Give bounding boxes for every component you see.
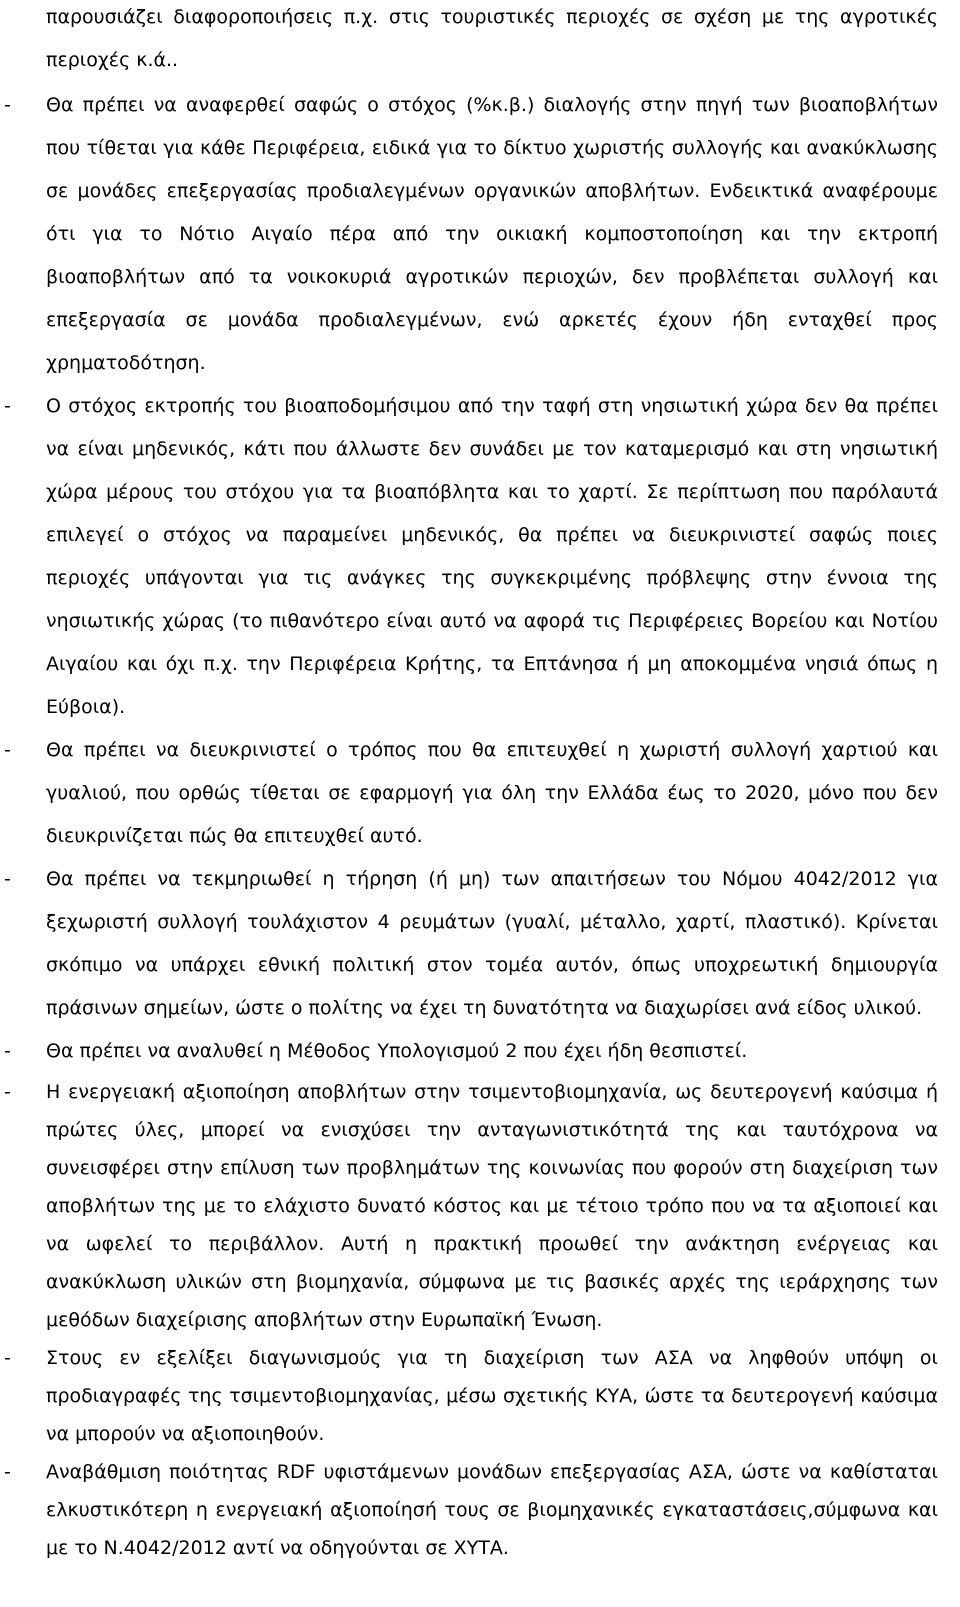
bullet-dash: - — [4, 94, 11, 116]
bullet-item-7 — [0, 1339, 960, 1453]
intro-paragraph — [0, 0, 960, 82]
bullet-text-3: Θα πρέπει να διευκρινιστεί ο τρόπος που θα επιτευχθεί η χωριστή συλλογή χαρτιού και γυαλιού, που ορθώς τίθεται σε εφαρμογή για όλη την Ελλάδα έως το 2020, μόνο που δεν διευκρινίζεται πώς θα επιτευχθεί αυτό. — [46, 739, 938, 847]
bullet-item-2 — [0, 385, 960, 729]
bullet-dash: - — [4, 395, 11, 417]
bullet-item-3 — [0, 729, 960, 858]
bullet-item-8 — [0, 1453, 960, 1567]
intro-text: παρουσιάζει διαφοροποιήσεις π.χ. στις τουριστικές περιοχές σε σχέση με της αγροτικές περιοχές κ.ά.. — [46, 6, 938, 71]
bullet-dash: - — [4, 1081, 11, 1103]
bullet-dash: - — [4, 1347, 11, 1369]
bullet-item-1 — [0, 84, 960, 385]
bullet-text-2: Ο στόχος εκτροπής του βιοαποδομήσιμου από την ταφή στη νησιωτική χώρα δεν θα πρέπει να είναι μηδενικός, κάτι που άλλωστε δεν συνάδει με τον καταμερισμό και στη νησιωτική χώρα μέρους του στόχου για τα βιοαπόβλητα και το χαρτί. Σε περίπτωση που παρόλαυτά επιλεγεί ο στόχος να παραμείνει μηδενικός, θα πρέπει να διευκρινιστεί σαφώς ποιες περιοχές υπάγονται για τις ανάγκες της συγκεκριμένης πρόβλεψης στην έννοια της νησιωτικής χώρας (το πιθανότερο είναι αυτό να αφορά τις Περιφέρειες Βορείου και Νοτίου Αιγαίου και όχι π.χ. την Περιφέρεια Κρήτης, τα Επτάνησα ή μη αποκομμένα νησιά όπως η Εύβοια). — [46, 395, 938, 718]
bullet-item-6 — [0, 1073, 960, 1339]
bullet-text-5: Θα πρέπει να αναλυθεί η Μέθοδος Υπολογισμού 2 που έχει ήδη θεσπιστεί. — [46, 1040, 748, 1062]
bullet-item-5 — [0, 1030, 960, 1073]
bullet-text-7: Στους εν εξελίξει διαγωνισμούς για τη διαχείριση των ΑΣΑ να ληφθούν υπόψη οι προδιαγραφές της τσιμεντοβιομηχανίας, μέσω σχετικής ΚΥΑ, ώστε τα δευτερογενή καύσιμα να μπορούν να αξιοποιηθούν. — [46, 1347, 938, 1445]
bullet-dash: - — [4, 1461, 11, 1483]
bullet-text-8: Αναβάθμιση ποιότητας RDF υφιστάμενων μονάδων επεξεργασίας ΑΣΑ, ώστε να καθίσταται ελκυστικότερη η ενεργειακή αξιοποίησή τους σε βιομηχανικές εγκαταστάσεις,σύμφωνα και με το Ν.4042/2012 αντί να οδηγούνται σε ΧΥΤΑ. — [46, 1461, 938, 1559]
bullet-dash: - — [4, 868, 11, 890]
bullet-item-4 — [0, 858, 960, 1030]
bullet-text-1: Θα πρέπει να αναφερθεί σαφώς ο στόχος (%κ.β.) διαλογής στην πηγή των βιοαποβλήτων που τίθεται για κάθε Περιφέρεια, ειδικά για το δίκτυο χωριστής συλλογής και ανακύκλωσης σε μονάδες επεξεργασίας προδιαλεγμένων οργανικών αποβλήτων. Ενδεικτικά αναφέρουμε ότι για το Νότιο Αιγαίο πέρα από την οικιακή κομποστοποίηση και την εκτροπή βιοαποβλήτων από τα νοικοκυριά αγροτικών περιοχών, δεν προβλέπεται συλλογή και επεξεργασία σε μονάδα προδιαλεγμένων, ενώ αρκετές έχουν ήδη ενταχθεί προς χρηματοδότηση. — [46, 94, 938, 374]
bullet-text-6: Η ενεργειακή αξιοποίηση αποβλήτων στην τσιμεντοβιομηχανία, ως δευτερογενή καύσιμα ή πρώτες ύλες, μπορεί να ενισχύσει την ανταγωνιστικότητά της και ταυτόχρονα να συνεισφέρει στην επίλυση των προβλημάτων της κοινωνίας που φορούν στη διαχείριση των αποβλήτων της με το ελάχιστο δυνατό κόστος και με τέτοιο τρόπο που να τα αξιοποιεί και να ωφελεί το περιβάλλον. Αυτή η πρακτική προωθεί την ανάκτηση ενέργειας και ανακύκλωση υλικών στη βιομηχανία, σύμφωνα με τις βασικές αρχές της ιεράρχησης των μεθόδων διαχείρισης αποβλήτων στην Ευρωπαϊκή Ένωση. — [46, 1081, 938, 1331]
bullet-dash: - — [4, 739, 11, 761]
bullet-text-4: Θα πρέπει να τεκμηριωθεί η τήρηση (ή μη) των απαιτήσεων του Νόμου 4042/2012 για ξεχωριστή συλλογή τουλάχιστον 4 ρευμάτων (γυαλί, μέταλλο, χαρτί, πλαστικό). Κρίνεται σκόπιμο να υπάρχει εθνική πολιτική στον τομέα αυτόν, όπως υποχρεωτική δημιουργία πράσινων σημείων, ώστε ο πολίτης να έχει τη δυνατότητα να διαχωρίσει ανά είδος υλικού. — [46, 868, 938, 1019]
bullet-dash: - — [4, 1040, 11, 1062]
